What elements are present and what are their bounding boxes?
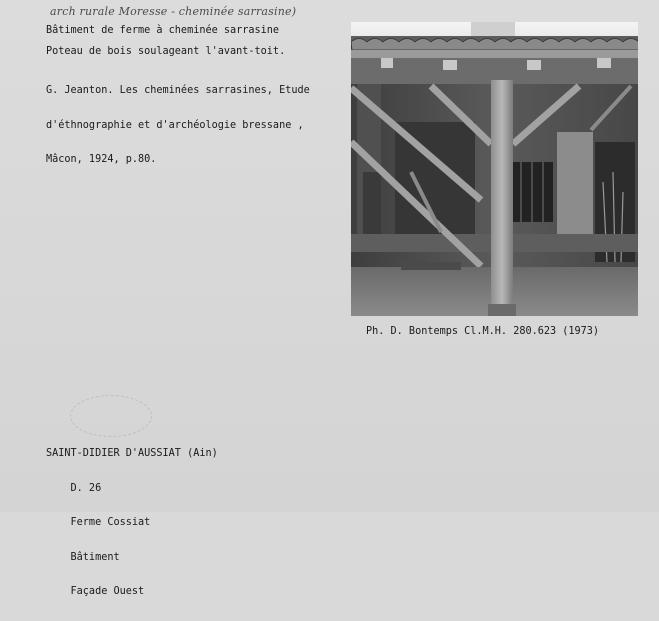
photograph <box>351 22 638 316</box>
location-line: Ferme Cossiat <box>46 517 151 528</box>
photo-image <box>351 22 638 316</box>
record-title: Bâtiment de ferme à cheminée sarrasine <box>46 25 280 36</box>
location-block <box>46 425 218 621</box>
bibliography-line: d'éthnographie et d'archéologie bressane , <box>46 119 304 131</box>
location-commune: SAINT-DIDIER D'AUSSIAT (Ain) <box>46 448 218 459</box>
bibliography <box>46 62 310 189</box>
bibliography-line: G. Jeanton. Les cheminées sarrasines, Etude <box>46 85 310 96</box>
bibliography-line: Mâcon, 1924, p.80. <box>46 154 157 165</box>
photo-caption: Poteau de bois soulageant l'avant-toit. <box>46 46 286 57</box>
location-line: Façade Ouest <box>46 586 145 597</box>
location-line: Bâtiment <box>46 551 120 563</box>
location-line: D. 26 <box>46 482 102 494</box>
handwritten-note: arch rurale Moresse - cheminée sarrasine) <box>50 5 297 18</box>
photo-credit: Ph. D. Bontemps Cl.M.H. 280.623 (1973) <box>366 326 600 337</box>
